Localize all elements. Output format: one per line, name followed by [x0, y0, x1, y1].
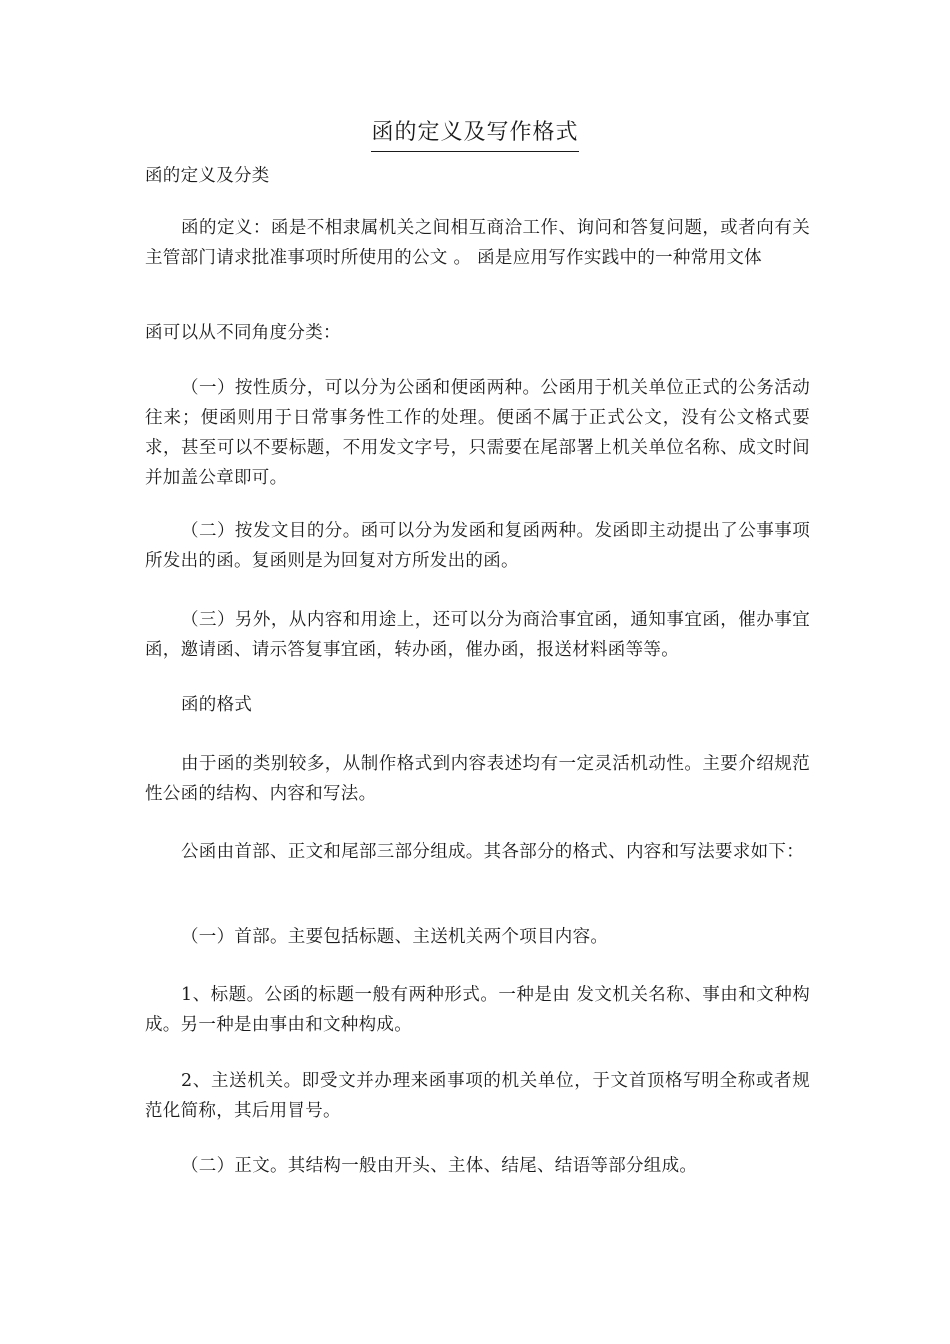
paragraph-classification-intro: 函可以从不同角度分类：: [145, 323, 341, 343]
paragraph-format-intro: 由于函的类别较多，从制作格式到内容表述均有一定灵活机动性。主要介绍规范性公函的结构、内容和写法。: [145, 754, 810, 804]
paragraph-title-item: 1、标题。公函的标题一般有两种形式。一种是由 发文机关名称、事由和文种构成。另一种是由事由和文种构成。: [145, 985, 810, 1035]
paragraph-by-nature: （一）按性质分，可以分为公函和便函两种。公函用于机关单位正式的公务活动往来；便函则用于日常事务性工作的处理。便函不属于正式公文，没有公文格式要求，甚至可以不要标题，不用发文字号，只需要在尾部署上机关单位名称、成文时间并加盖公章即可。: [145, 378, 810, 488]
paragraph-definition: 函的定义：函是不相隶属机关之间相互商洽工作、询问和答复问题，或者向有关主管部门请求批准事项时所使用的公文 。 函是应用写作实践中的一种常用文体: [145, 218, 810, 268]
document-title: 函的定义及写作格式: [371, 118, 578, 152]
paragraph-by-content: （三）另外，从内容和用途上，还可以分为商洽事宜函，通知事宜函，催办事宜函，邀请函、请示答复事宜函，转办函，催办函，报送材料函等等。: [145, 610, 810, 660]
paragraph-header-part: （一）首部。主要包括标题、主送机关两个项目内容。: [181, 927, 609, 947]
paragraph-body-part: （二）正文。其结构一般由开头、主体、结尾、结语等部分组成。: [181, 1156, 698, 1176]
paragraph-structure: 公函由首部、正文和尾部三部分组成。其各部分的格式、内容和写法要求如下：: [181, 842, 804, 862]
paragraph-by-purpose: （二）按发文目的分。函可以分为发函和复函两种。发函即主动提出了公事事项所发出的函。复函则是为回复对方所发出的函。: [145, 521, 810, 571]
title-wrapper: [0, 118, 950, 152]
section-heading-definition: 函的定义及分类: [145, 166, 270, 186]
paragraph-recipient-item: 2、主送机关。即受文并办理来函事项的机关单位，于文首顶格写明全称或者规范化简称，其后用冒号。: [145, 1071, 810, 1121]
section-heading-format: 函的格式: [181, 695, 253, 715]
